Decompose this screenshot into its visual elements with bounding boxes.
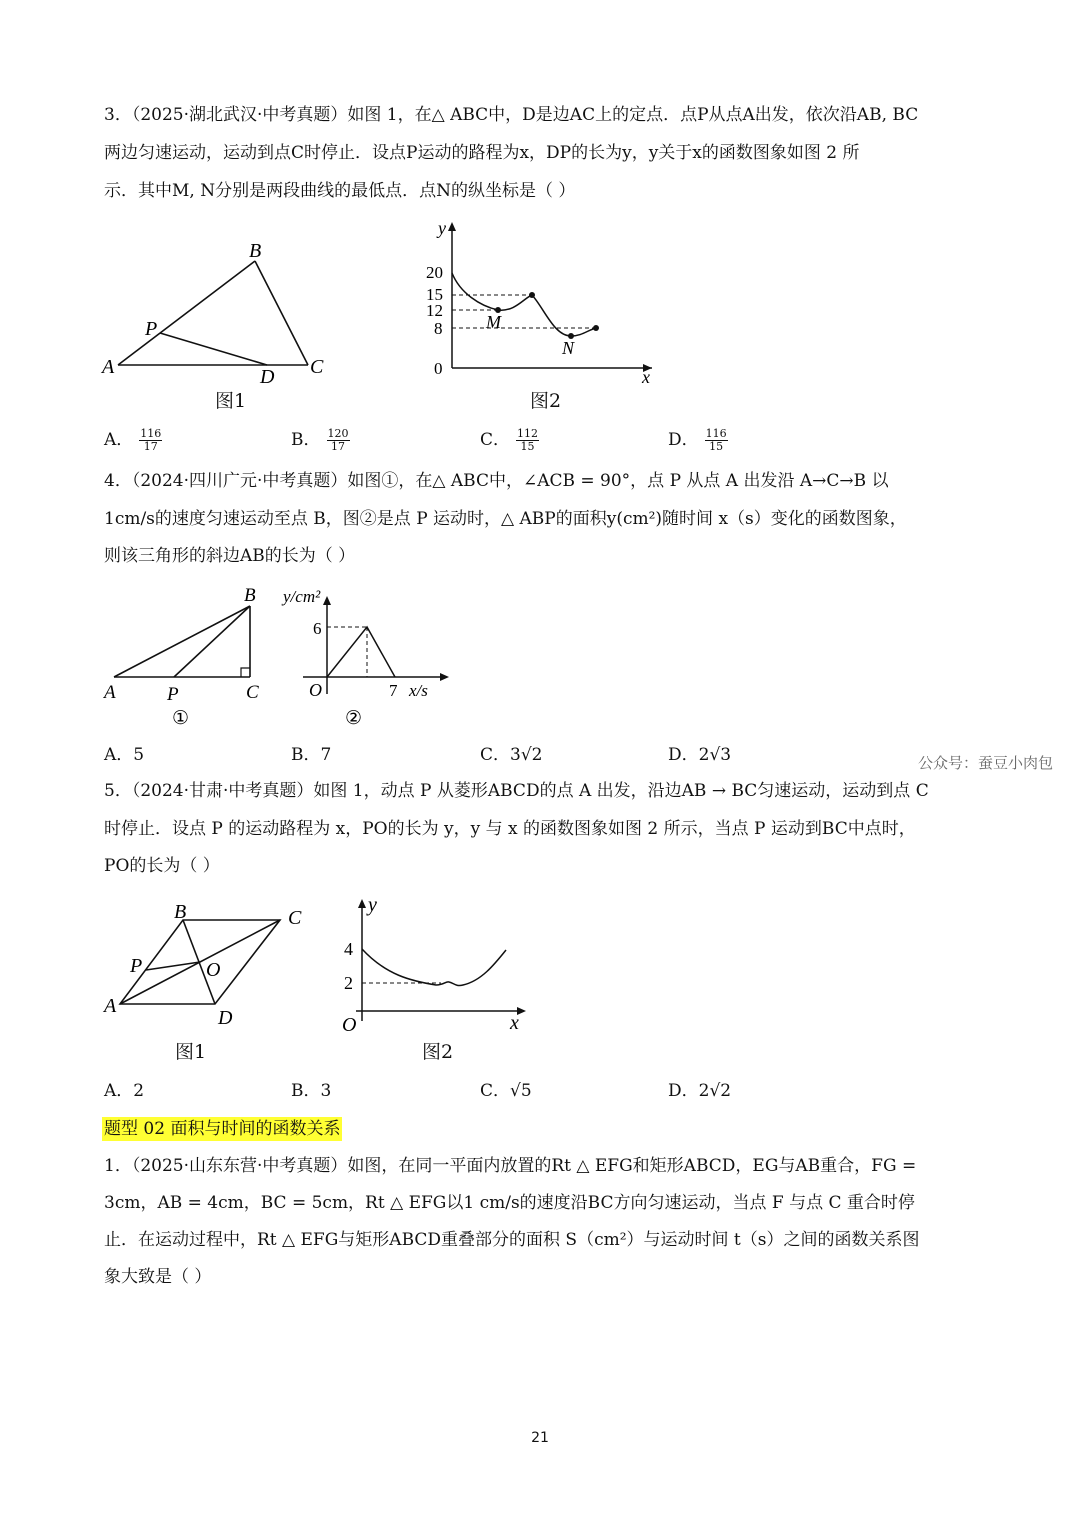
q5-x-axis-label: x	[510, 1012, 519, 1034]
q3-tick-20: 20	[426, 263, 443, 282]
q5-label-c: C	[288, 907, 302, 929]
q3-option-d-denominator: 15	[709, 440, 724, 453]
q4-label-b: B	[244, 585, 256, 606]
q5-option-c[interactable]: C．√5	[480, 1081, 532, 1101]
q5-y-axis-label: y	[368, 894, 377, 916]
q4-figure-1-caption: ①	[172, 708, 190, 729]
q4-option-a[interactable]: A．5	[104, 745, 145, 765]
q1-line-4: 象大致是（ ）	[104, 1267, 212, 1287]
q5-line-1: 5．（2024·甘肃·中考真题）如图 1，动点 P 从菱形ABCD的点 A 出发，沿边AB → BC匀速运动，运动到点 C	[104, 781, 929, 801]
q4-figure-1	[100, 582, 280, 730]
q5-line-2: 时停止．设点 P 的运动路程为 x，PO的长为 y，y 与 x 的函数图象如图 2 所示，当点 P 运动到BC中点时，	[104, 819, 916, 839]
q3-option-c-denominator: 15	[520, 440, 535, 453]
q5-figure-1	[100, 900, 320, 1028]
q3-x-axis-label: x	[642, 367, 650, 387]
q4-option-d[interactable]: D．2√3	[668, 745, 732, 765]
q5-label-d: D	[218, 1007, 233, 1029]
q5-line-3: PO的长为（ ）	[104, 856, 220, 876]
q5-tick-4: 4	[344, 939, 353, 959]
q5-origin-label: O	[342, 1014, 357, 1036]
q3-origin-label: 0	[434, 359, 443, 378]
q3-option-b-denominator: 17	[331, 440, 345, 453]
q3-option-c[interactable]	[480, 428, 539, 453]
q5-label-a: A	[104, 995, 117, 1017]
q4-figure-2	[283, 582, 455, 730]
q4-line-2: 1cm/s的速度匀速运动至点 B，图②是点 P 运动时，△ ABP的面积y(cm²)随时间 x（s）变化的函数图象，	[104, 509, 907, 529]
q3-option-b[interactable]	[291, 428, 350, 453]
q4-label-a: A	[104, 682, 116, 703]
q5-option-a[interactable]: A．2	[104, 1081, 145, 1101]
q5-figure-1-caption: 图1	[175, 1041, 207, 1063]
q3-tick-8: 8	[434, 319, 443, 338]
q4-option-c[interactable]: C．3√2	[480, 745, 543, 765]
q3-option-b-fraction	[327, 428, 350, 453]
q3-option-b-letter: B．	[291, 430, 321, 450]
q3-line-3: 示．其中M, N分别是两段曲线的最低点．点N的纵坐标是（ ）	[104, 181, 576, 201]
q3-option-c-numerator: 112	[517, 427, 539, 440]
q3-option-a-denominator: 17	[143, 440, 158, 453]
q4-figure-2-caption: ②	[345, 708, 363, 729]
q3-label-b: B	[249, 240, 262, 262]
q3-figure-1	[100, 235, 340, 388]
q3-option-a-fraction	[139, 428, 162, 453]
q3-point-n: N	[562, 338, 575, 358]
q3-option-d-fraction	[705, 428, 728, 453]
q3-line-2: 两边匀速运动，运动到点C时停止．设点P运动的路程为x，DP的长为y，y关于x的函数图象如图 2 所	[104, 143, 860, 163]
q3-option-d-letter: D．	[668, 430, 699, 450]
q4-option-b[interactable]: B．7	[291, 745, 332, 765]
q3-option-c-fraction	[516, 428, 539, 453]
q3-label-a: A	[102, 356, 115, 378]
page-number: 21	[531, 1430, 549, 1446]
q1-line-1: 1．（2025·山东东营·中考真题）如图，在同一平面内放置的Rt △ EFG和矩形ABCD，EG与AB重合，FG =	[104, 1156, 917, 1176]
q4-label-c: C	[246, 682, 259, 703]
q3-label-p: P	[145, 318, 158, 340]
q3-y-axis-label: y	[438, 218, 446, 238]
q4-x-axis-label: x/s	[409, 681, 428, 700]
q3-option-d-numerator: 116	[705, 427, 727, 440]
q5-label-b: B	[174, 901, 187, 923]
q5-label-o: O	[206, 959, 221, 981]
q3-label-d: D	[260, 366, 275, 388]
q3-option-a-letter: A．	[104, 430, 134, 450]
q5-option-b[interactable]: B．3	[291, 1081, 332, 1101]
q5-tick-2: 2	[344, 973, 353, 993]
q3-point-m: M	[486, 312, 501, 332]
q4-origin-label: O	[309, 680, 322, 700]
q1-line-2: 3cm，AB = 4cm，BC = 5cm，Rt △ EFG以1 cm/s的速度沿BC方向匀速运动，当点 F 与点 C 重合时停	[104, 1193, 915, 1213]
q3-option-d[interactable]	[668, 428, 728, 453]
q5-figure-2	[336, 893, 536, 1038]
q5-label-p: P	[130, 955, 143, 977]
q1-line-3: 止．在运动过程中，Rt △ EFG与矩形ABCD重叠部分的面积 S（cm²）与运动时间 t（s）之间的函数关系图	[104, 1230, 920, 1250]
q4-line-3: 则该三角形的斜边AB的长为（ ）	[104, 546, 356, 566]
q5-figure-2-caption: 图2	[422, 1041, 454, 1063]
q3-tick-12: 12	[426, 301, 443, 320]
q3-label-c: C	[310, 356, 324, 378]
q3-option-b-numerator: 120	[327, 427, 349, 440]
q3-option-a-numerator: 116	[140, 427, 162, 440]
q3-line-1: 3．（2025·湖北武汉·中考真题）如图 1，在△ ABC中，D是边AC上的定点．点P从点A出发，依次沿AB, BC	[104, 105, 919, 125]
q4-tick-6: 6	[313, 619, 322, 638]
q4-y-axis-label: y/cm²	[283, 587, 321, 606]
watermark: 公众号：蚕豆小肉包	[918, 754, 1054, 772]
q3-tick-15: 15	[426, 285, 443, 304]
q3-option-c-letter: C．	[480, 430, 511, 450]
q3-option-a[interactable]	[104, 428, 162, 453]
q3-figure-2-caption: 图2	[530, 390, 562, 412]
section-heading: 题型 02 面积与时间的函数关系	[104, 1119, 341, 1139]
q4-label-p: P	[167, 684, 179, 705]
q5-option-d[interactable]: D．2√2	[668, 1081, 732, 1101]
q4-line-1: 4．（2024·四川广元·中考真题）如图①，在△ ABC中，∠ACB = 90°，点 P 从点 A 出发沿 A→C→B 以	[104, 471, 889, 491]
q3-figure-2	[420, 218, 660, 386]
q3-figure-1-caption: 图1	[215, 390, 247, 412]
q4-tick-7: 7	[389, 681, 398, 700]
